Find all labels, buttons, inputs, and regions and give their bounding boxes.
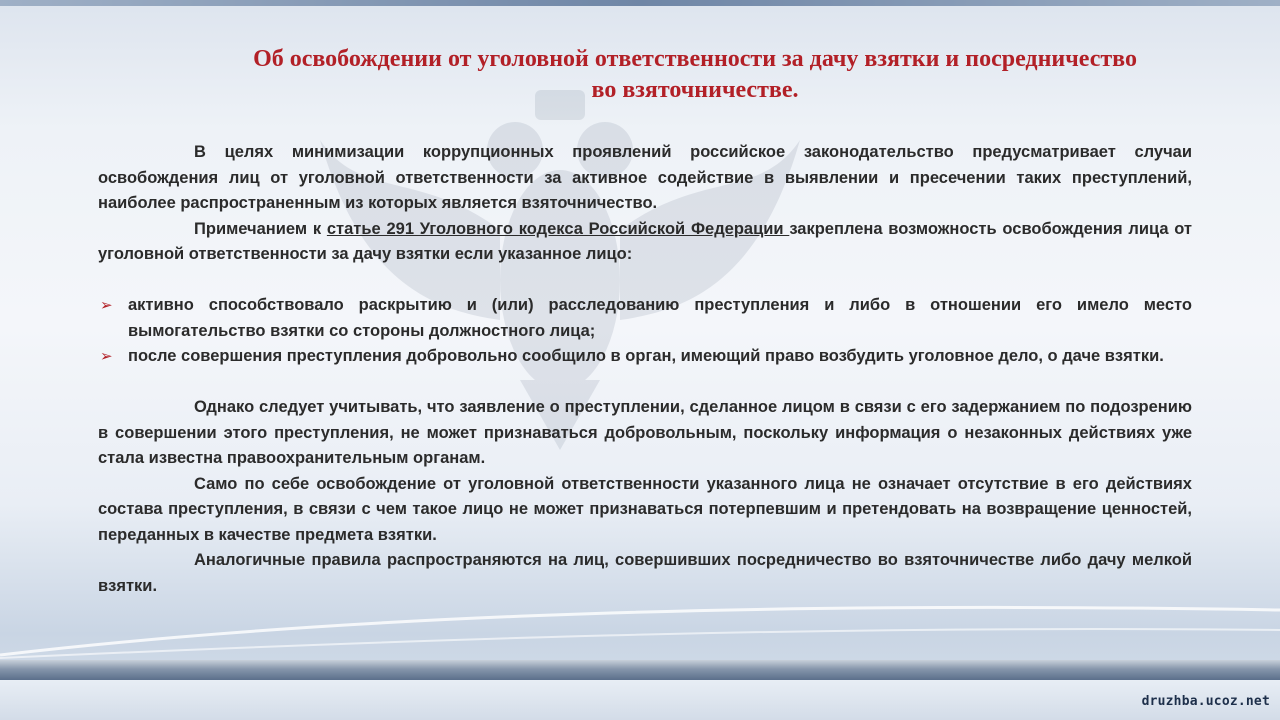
list-item (98, 344, 1192, 370)
spacer (98, 268, 1192, 294)
list-item-text: активно способствовало раскрытию и (или) расследованию преступления и либо в отношении его имело место вымогательство взятки со стороны должностного лица; (128, 296, 1192, 340)
top-border (0, 0, 1280, 6)
paragraph-exemption: Само по себе освобождение от уголовной ответственности указанного лица не означает отсутствие в его действиях состава преступления, в связи с чем такое лицо не может признаваться потерпевшим и претендовать на возвращение ценностей, переданных в качестве предмета взятки. (98, 474, 1192, 544)
paragraph-note (98, 217, 1192, 268)
title-line-2: во взяточничестве. (591, 77, 799, 103)
list-item-text: после совершения преступления добровольно сообщило в орган, имеющий право возбудить уголовное дело, о даче взятки. (128, 347, 1164, 365)
spacer (98, 370, 1192, 396)
article-291-link[interactable]: статье 291 Уголовного кодекса Российской Федерации (326, 219, 790, 238)
footer-area (0, 680, 1280, 720)
arrowhead-bullet-icon: ➢ (100, 348, 113, 365)
conditions-list (98, 293, 1192, 370)
paragraph-similar-rules: Аналогичные правила распространяются на лиц, совершивших посредничество во взяточничестве либо дачу мелкой взятки. (98, 551, 1192, 595)
bottom-border (0, 660, 1280, 680)
site-watermark: druzhba.ucoz.net (1141, 694, 1270, 709)
arrowhead-bullet-icon: ➢ (100, 297, 113, 314)
title-line-1: Об освобождении от уголовной ответственности за дачу взятки и посредничество (253, 46, 1137, 72)
list-item (98, 293, 1192, 344)
decorative-light-streaks (0, 600, 1280, 660)
paragraph-detention: Однако следует учитывать, что заявление о преступлении, сделанное лицом в связи с его задержанием по подозрению в совершении этого преступления, не может признаваться добровольным, поскольку информация о незаконных действиях уже стала известна правоохранительным органам. (98, 398, 1192, 467)
paragraph-intro: В целях минимизации коррупционных проявлений российское законодательство предусматривает случаи освобождения лиц от уголовной ответственности за активное содействие в выявлении и пресечении таких преступлений, наиболее распространенным из которых является взяточничество. (98, 143, 1192, 212)
slide-title (190, 44, 1200, 106)
note-text-before: Примечанием к (194, 219, 327, 238)
slide-body (98, 140, 1192, 599)
note-text-after: закреплена возможность освобождения лица от уголовной ответственности за дачу взятки если указанное лицо: (98, 219, 1193, 263)
